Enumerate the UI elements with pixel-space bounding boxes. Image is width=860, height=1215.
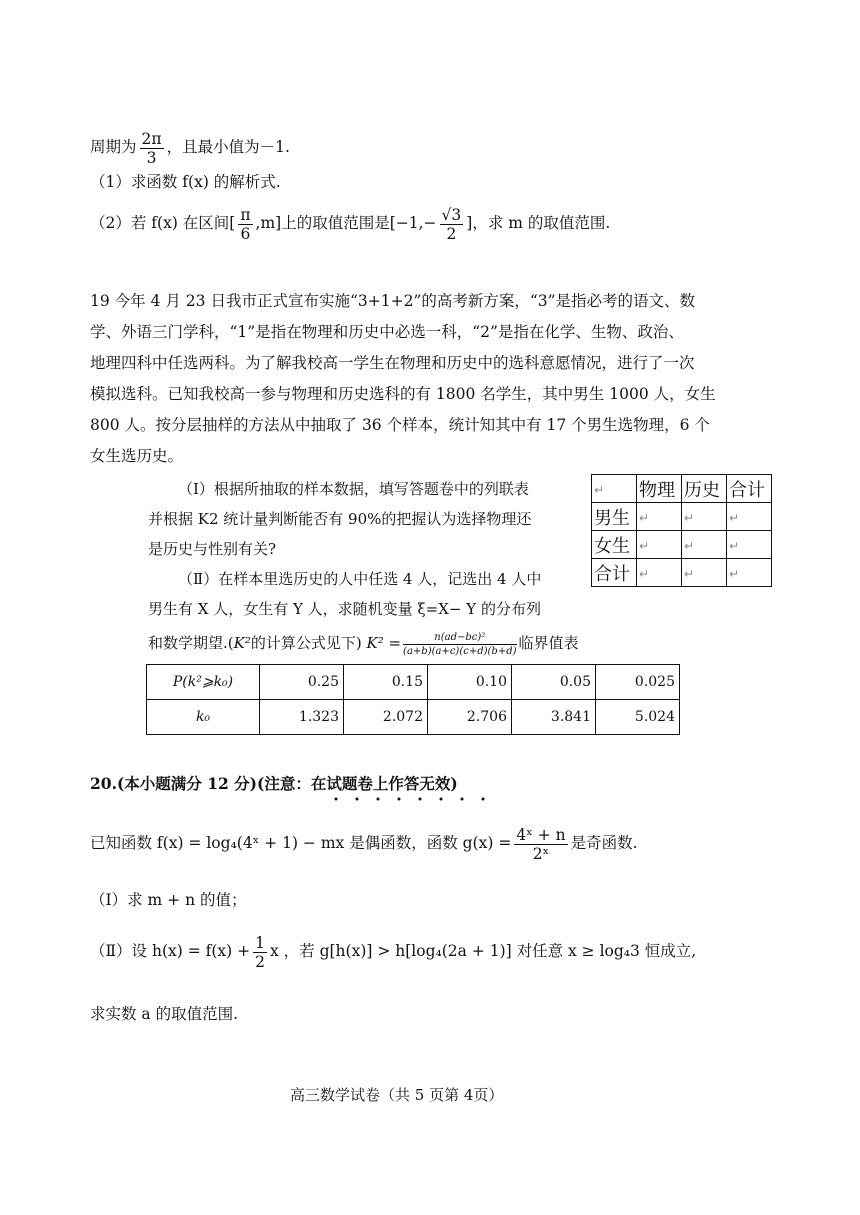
q19-line: 学、外语三门学科，“1”是指在物理和历史中必选一科，“2”是指在化学、生物、政治、 (90, 323, 684, 341)
table-header: 合计 (727, 475, 772, 503)
emphasis-dots (330, 796, 500, 802)
table-cell (637, 503, 682, 531)
table-cell (637, 559, 682, 587)
q19-part1-line: 并根据 K2 统计量判断能否有 90%的把握认为选择物理还 (148, 510, 532, 528)
fraction-denominator: 6 (240, 224, 251, 243)
table-cell (682, 503, 727, 531)
q18-part1: （1）求函数 f(x) 的解析式. (90, 173, 281, 191)
q18-min-text: ，且最小值为－1. (166, 138, 290, 156)
fraction-denominator: 2ˣ (532, 844, 550, 863)
q19-part1-line: （Ⅰ）根据所抽取的样本数据，填写答题卷中的列联表 (178, 480, 529, 498)
table-cell: 3.841 (512, 700, 596, 735)
q19-intro (90, 286, 790, 472)
q19-line: 19 今年 4 月 23 日我市正式宣布实施“3+1+2”的高考新方案，“3”是指必考的语文、数 (90, 292, 696, 310)
table-cell: 2.706 (428, 700, 512, 735)
q18-pi-fraction (238, 206, 252, 243)
page-footer: 高三数学试卷（共 5 页第 4页） (290, 1086, 504, 1104)
g-fraction (514, 826, 567, 863)
fraction-numerator: 4ˣ + n (516, 825, 566, 844)
return-mark: ↵ (729, 511, 740, 525)
table-cell (727, 503, 772, 531)
table-cell: 2.072 (344, 700, 428, 735)
row-header: k₀ (147, 700, 260, 735)
table-header: 物理 (637, 475, 682, 503)
critical-value-table (146, 664, 680, 735)
row-header: 合计 (592, 559, 637, 587)
table-row (592, 503, 772, 531)
table-row (592, 531, 772, 559)
table-row (592, 475, 772, 503)
q20-part2-text: （Ⅱ）设 h(x) = f(x) + (90, 942, 251, 960)
return-mark: ↵ (729, 567, 740, 581)
q19-line: 女生选历史。 (90, 447, 184, 465)
fraction-denominator: 2 (446, 224, 457, 243)
k2-symbol: K² (233, 634, 251, 652)
table-cell: 0.10 (428, 665, 512, 700)
formula-denominator: (a+b)(a+c)(c+d)(b+d) (403, 645, 517, 657)
q18-sqrt-fraction (440, 206, 464, 243)
q18-part2-end: ]，求 m 的取值范围. (466, 214, 611, 232)
return-mark: ↵ (639, 567, 650, 581)
table-cell (682, 559, 727, 587)
table-cell: 5.024 (596, 700, 680, 735)
table-cell (682, 531, 727, 559)
table-cell: 0.05 (512, 665, 596, 700)
table-cell: 0.025 (596, 665, 680, 700)
return-mark: ↵ (639, 539, 650, 553)
q19-part2-text: 和数学期望.( (148, 634, 234, 652)
fraction-denominator: 2 (255, 952, 265, 971)
q19-part2-line: 男生有 X 人，女生有 Y 人，求随机变量 ξ=X− Y 的分布列 (148, 600, 541, 618)
q19-part2-line: （Ⅱ）在样本里选历史的人中任选 4 人，记选出 4 人中 (178, 570, 542, 588)
critical-table-label: 临界值表 (518, 634, 579, 652)
q19-formula-note: 的计算公式见下) (250, 634, 367, 652)
fraction-numerator: 1 (255, 933, 265, 952)
k2-formula-lhs: K² = (366, 634, 402, 652)
return-mark: ↵ (594, 483, 605, 497)
row-header: 女生 (592, 531, 637, 559)
q20-heading: 20.(本小题满分 12 分)(注意：在试题卷上作答无效) (90, 774, 458, 793)
table-cell (727, 531, 772, 559)
table-row (147, 700, 680, 735)
fraction-denominator: 3 (146, 148, 157, 167)
table-cell: 0.15 (344, 665, 428, 700)
q20-part2 (90, 928, 696, 974)
table-row (147, 665, 680, 700)
return-mark: ↵ (684, 567, 695, 581)
q18-part2-text: （2）若 f(x) 在区间[ (90, 214, 236, 232)
row-header: 男生 (592, 503, 637, 531)
q19-formula-line (148, 628, 579, 658)
formula-numerator: n(ad−bc)² (403, 631, 516, 645)
q19-part1-line: 是历史与性别有关? (148, 540, 277, 558)
table-row (592, 559, 772, 587)
q18-period-fraction (140, 130, 164, 167)
table-cell: 1.323 (260, 700, 344, 735)
contingency-table (591, 474, 772, 587)
return-mark: ↵ (684, 511, 695, 525)
fraction-numerator: √3 (441, 205, 462, 224)
q20-part1: （Ⅰ）求 m + n 的值； (90, 891, 247, 909)
q20-given-text: 已知函数 f(x) = log₄(4ˣ + 1) − mx 是偶函数，函数 g(x) = (90, 834, 512, 852)
q20-part2-ask: 求实数 a 的取值范围. (90, 1005, 239, 1023)
q19-line: 800 人。按分层抽样的方法从中抽取了 36 个样本，统计知其中有 17 个男生选物理，6 个 (90, 416, 710, 434)
q18-part2-range: ,m]上的取值范围是[−1,− (255, 214, 437, 232)
q18-part2 (90, 200, 610, 246)
half-fraction (253, 934, 267, 971)
fraction-numerator: 2π (141, 129, 162, 148)
table-header: 历史 (682, 475, 727, 503)
table-cell (637, 531, 682, 559)
return-mark: ↵ (684, 539, 695, 553)
table-cell (592, 475, 637, 503)
return-mark: ↵ (729, 539, 740, 553)
q19-part1 (148, 474, 541, 624)
q18-period-text: 周期为 (90, 138, 137, 156)
q20-part2-condition: x ，若 g[h(x)] > h[log₄(2a + 1)] 对任意 x ≥ log₄3 恒成立, (269, 942, 697, 960)
return-mark: ↵ (639, 511, 650, 525)
q20-given (90, 820, 638, 866)
q19-line: 地理四科中任选两科。为了解我校高一学生在物理和历史中的选科意愿情况，进行了一次 (90, 354, 695, 372)
q20-given-end: 是奇函数. (570, 834, 638, 852)
k2-formula-fraction (403, 631, 516, 658)
q18-period-line (90, 124, 290, 170)
table-cell (727, 559, 772, 587)
fraction-numerator: π (240, 205, 251, 224)
table-cell: 0.25 (260, 665, 344, 700)
row-header: P(k²⩾k₀) (147, 665, 260, 700)
q19-line: 模拟选科。已知我校高一参与物理和历史选科的有 1800 名学生，其中男生 1000 人，女生 (90, 385, 716, 403)
